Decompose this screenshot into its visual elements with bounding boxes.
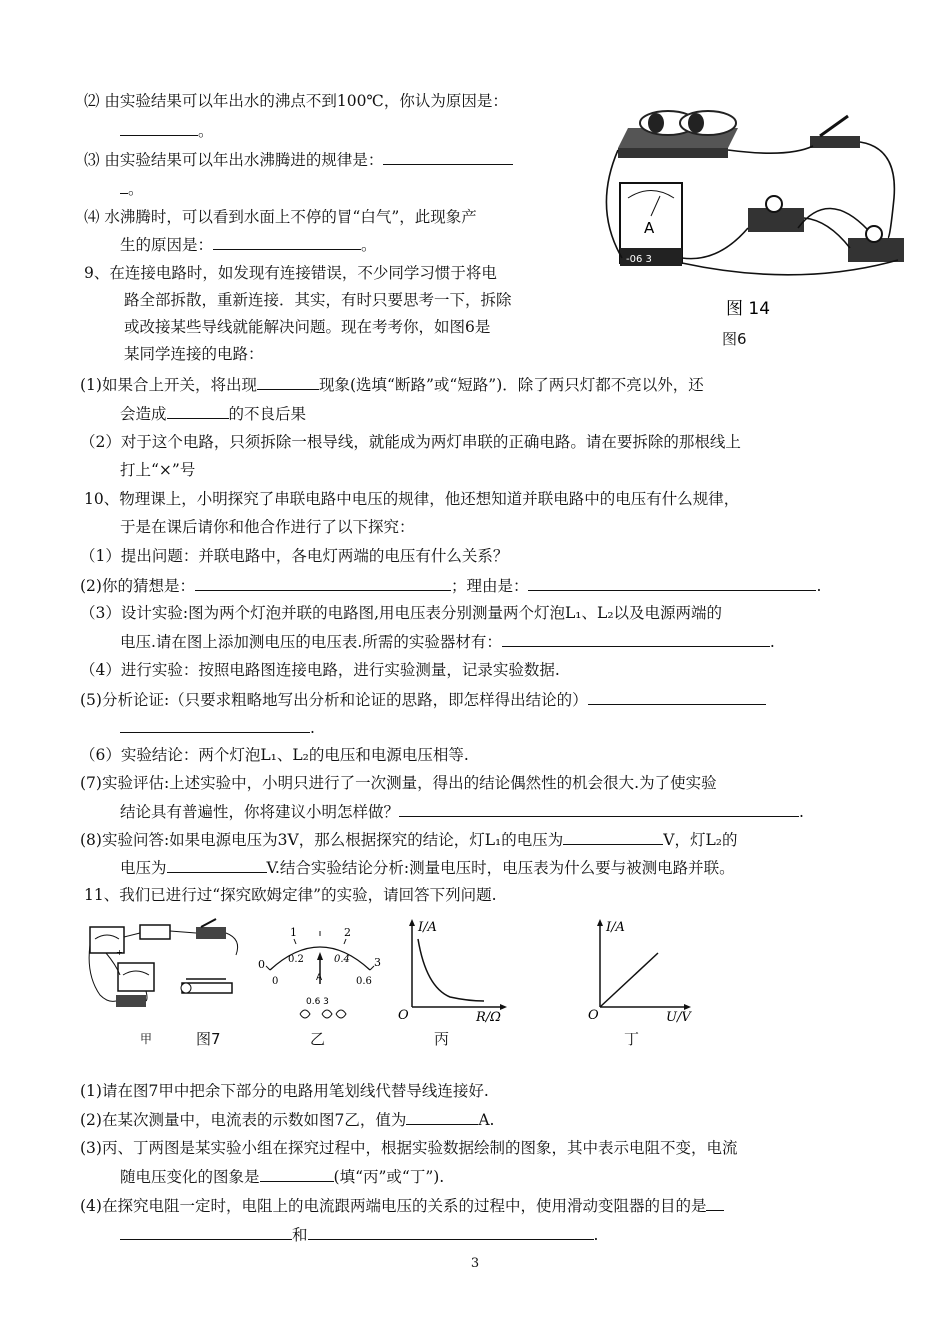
answer-blank[interactable] [120, 177, 128, 194]
q8-line-4 [84, 206, 477, 228]
ammeter [620, 183, 682, 266]
figure-ding-label: 丁 [624, 1030, 640, 1048]
q11-sub-4b: 和 . [120, 1223, 598, 1246]
answer-blank[interactable] [120, 1223, 292, 1240]
figure-14-label: 图 14 [726, 299, 771, 319]
q11-sub-1: (1)请在图7甲中把余下部分的电路用笔划线代替导线连接好. [80, 1082, 489, 1100]
answer-blank[interactable] [260, 1165, 334, 1182]
q9-line-3: 或改接某些导线就能解决问题。现在考考你，如图6是 [124, 318, 491, 336]
q11-sub-3b: 随电压变化的图象是 (填“丙”或“丁”). [120, 1165, 444, 1188]
q11-sub-4: (4)在探究电阻一定时，电阻上的电流跟两端电压的关系的过程中，使用滑动变阻器的目的是 [80, 1194, 724, 1217]
q8-part2-text: ⑵ 由实验结果可以年出水的沸点不到100℃，你认为原因是： [84, 92, 508, 110]
q10-sub-5b: . [120, 716, 315, 739]
tick-0-4: 0.4 [334, 954, 350, 965]
q10-sub-8b: 电压为 V.结合实验结论分析:测量电压时，电压表为什么要与被测电路并联。 [120, 856, 735, 879]
page-number: 3 [470, 1256, 480, 1271]
figure-6-caption: 图6 [722, 330, 747, 348]
q8-line-3b: 。 [120, 177, 144, 200]
q10-sub-5: (5)分析论证:（只要求粗略地写出分析和论证的思路，即怎样得出结论的） [80, 688, 766, 711]
q10-sub-8: (8)实验问答:如果电源电压为3V，那么根据探究的结论，灯L₁的电压为 V，灯L₂的 [80, 828, 737, 851]
svg-text:0: 0 [272, 976, 279, 987]
q10-sub-3b: 电压.请在图上添加测电压的电压表.所需的实验器材有： . [120, 630, 775, 653]
figure-7-caption: 图7 [196, 1030, 221, 1048]
q11-sub-3: (3)丙、丁两图是某实验小组在探究过程中，根据实验数据绘制的图象，其中表示电阻不变，电流 [80, 1139, 738, 1157]
tick-3: 3 [374, 956, 381, 969]
q9-sub-2b: 打上“×”号 [120, 461, 196, 479]
q9-sub-2: （2）对于这个电路，只须拆除一根导线，就能成为两灯串联的正确电路。请在要拆除的那根线上 [80, 433, 741, 451]
answer-blank[interactable] [167, 402, 229, 419]
q9-line-1: 9、在连接电路时，如发现有连接错误，不少同学习惯于将电 [84, 264, 497, 282]
q10-sub-6: （6）实验结论：两个灯泡L₁、L₂的电压和电源电压相等. [80, 746, 469, 764]
tick-1: 1 [290, 926, 297, 939]
answer-blank[interactable] [120, 716, 310, 733]
q8-line-3 [84, 148, 513, 171]
meter-terminals: 0.6 3 [306, 997, 329, 1007]
q10-sub-7b: 结论具有普遍性，你将建议小明怎样做？ . [120, 800, 804, 823]
q9-sub-1: (1)如果合上开关，将出现 现象(选填“断路”或“短路”)．除了两只灯都不亮以外，还 [80, 373, 704, 396]
ammeter-label: A [644, 219, 655, 237]
q10-line-1: 10、物理课上，小明探究了串联电路中电压的规律，他还想知道并联电路中的电压有什么规律， [84, 490, 740, 508]
answer-blank[interactable] [308, 1223, 594, 1240]
q8-line-2 [84, 90, 508, 112]
graph-ding [586, 915, 696, 1023]
answer-blank[interactable] [706, 1194, 724, 1211]
tick-0-2: 0.2 [288, 954, 304, 965]
q10-sub-1: （1）提出问题：并联电路中，各电灯两端的电压有什么关系？ [80, 547, 509, 565]
figure-bing-label: 丙 [434, 1030, 450, 1048]
bing-origin: O [398, 1008, 409, 1023]
q10-sub-3: （3）设计实验:图为两个灯泡并联的电路图,用电压表分别测量两个灯泡L₁、L₂以及电源两端的 [80, 604, 723, 622]
q9-line-4: 某同学连接的电路： [124, 345, 264, 363]
q11-line-1: 11、我们已进行过“探究欧姆定律”的实验，请回答下列问题. [84, 886, 497, 904]
ding-origin: O [588, 1008, 599, 1023]
q9-line-2: 路全部拆散，重新连接．其实，有时只要思考一下，拆除 [124, 291, 512, 309]
ammeter-scale: -06 3 [626, 254, 652, 265]
ding-x-label: U/V [666, 1010, 691, 1023]
tick-0-6: 0.6 [356, 976, 372, 987]
figure-jia-label: 甲 [140, 1032, 153, 1046]
answer-blank[interactable] [528, 574, 816, 591]
bing-y-label: I/A [418, 920, 437, 935]
q10-sub-2: (2)你的猜想是： ；理由是： . [80, 574, 821, 597]
ding-y-label: I/A [606, 920, 625, 935]
q8-line-2b: 。 [120, 119, 214, 142]
q10-line-2: 于是在课后请你和他合作进行了以下探究： [120, 518, 415, 536]
answer-blank[interactable] [195, 574, 451, 591]
answer-blank[interactable] [257, 373, 319, 390]
answer-blank[interactable] [213, 233, 361, 250]
answer-blank[interactable] [383, 148, 513, 165]
answer-blank[interactable] [563, 828, 663, 845]
answer-blank[interactable] [406, 1108, 478, 1125]
answer-blank[interactable] [120, 119, 198, 136]
tick-0: 0 [258, 958, 265, 971]
answer-blank[interactable] [588, 688, 766, 705]
answer-blank[interactable] [502, 630, 770, 647]
q10-sub-7: (7)实验评估:上述实验中，小明只进行了一次测量，得出的结论偶然性的机会很大.为了使实验 [80, 774, 717, 792]
q10-sub-4: （4）进行实验：按照电路图连接电路，进行实验测量，记录实验数据. [80, 661, 560, 679]
q8-line-4b: 生的原因是： 。 [120, 233, 377, 256]
meter-unit: A [316, 973, 323, 983]
answer-blank[interactable] [167, 856, 267, 873]
q8-part4-text: ⑷ 水沸腾时，可以看到水面上不停的冒“白气”，此现象产 [84, 208, 477, 226]
q11-sub-2: (2)在某次测量中，电流表的示数如图7乙，值为 A. [80, 1108, 494, 1131]
figure-yi-label: 乙 [310, 1030, 326, 1048]
q8-part3-text: ⑶ 由实验结果可以年出水沸腾进的规律是： [84, 151, 384, 169]
bing-x-label: R/Ω [476, 1010, 501, 1023]
answer-blank[interactable] [399, 800, 799, 817]
svg-text:+: + [116, 948, 123, 957]
circuit-figure-6 [598, 88, 908, 320]
tick-2: 2 [344, 926, 351, 939]
graph-bing [392, 915, 512, 1023]
circuit-figure-jia [86, 915, 246, 1015]
q9-sub-1b: 会造成 的不良后果 [120, 402, 306, 425]
